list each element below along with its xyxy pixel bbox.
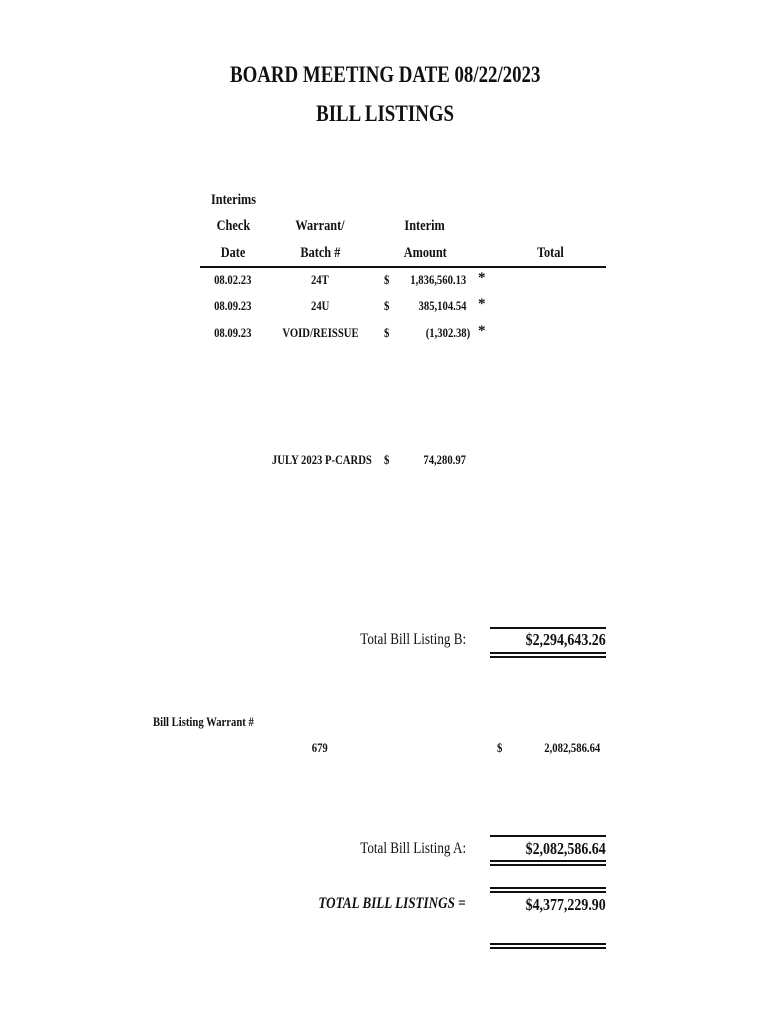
- bill-listing-warrant-label: Bill Listing Warrant #: [153, 714, 254, 729]
- row-asterisk: *: [478, 270, 486, 286]
- header-amount-line1: Interim: [404, 218, 446, 234]
- total-b-double-rule-1: [490, 652, 606, 654]
- warrant-currency: $: [497, 740, 503, 755]
- total-a-double-rule-2: [490, 864, 606, 866]
- row-date: 08.09.23: [214, 298, 252, 313]
- header-warrant-line2: Batch #: [300, 245, 340, 261]
- header-check-date-line1: Interims: [210, 192, 256, 208]
- total-b-double-rule-2: [490, 656, 606, 658]
- grand-total-label: TOTAL BILL LISTINGS =: [318, 895, 466, 912]
- row-date: 08.02.23: [214, 272, 252, 287]
- row-currency: $: [384, 272, 390, 287]
- grand-total-top-rule-1: [490, 887, 606, 889]
- row-date: 08.09.23: [214, 325, 252, 340]
- grand-total-value: $4,377,229.90: [525, 895, 606, 914]
- pcards-label: JULY 2023 P-CARDS: [271, 452, 372, 467]
- header-check-date-line2: Check: [216, 218, 250, 234]
- row-batch: VOID/REISSUE: [281, 325, 359, 340]
- row-amount: (1,302.38): [425, 325, 470, 340]
- row-currency: $: [384, 298, 390, 313]
- grand-total-top-rule-2: [490, 891, 606, 893]
- row-asterisk: *: [478, 296, 486, 312]
- total-a-value: $2,082,586.64: [525, 839, 606, 858]
- pcards-currency: $: [384, 452, 390, 467]
- total-a-label: Total Bill Listing A:: [360, 840, 466, 857]
- page-subtitle: BILL LISTINGS: [316, 101, 454, 126]
- total-a-double-rule-1: [490, 860, 606, 862]
- warrant-number: 679: [312, 740, 328, 755]
- grand-total-double-rule-2: [490, 947, 606, 949]
- row-currency: $: [384, 325, 390, 340]
- pcards-amount: 74,280.97: [423, 452, 466, 467]
- row-batch: 24T: [311, 272, 329, 287]
- total-a-top-rule: [490, 835, 606, 837]
- page-title: BOARD MEETING DATE 08/22/2023: [229, 62, 541, 87]
- grand-total-double-rule-1: [490, 943, 606, 945]
- total-b-value: $2,294,643.26: [525, 630, 606, 649]
- header-amount-line2: Amount: [403, 245, 447, 261]
- total-b-label: Total Bill Listing B:: [360, 631, 466, 648]
- row-amount: 385,104.54: [418, 298, 466, 313]
- header-underline: [200, 266, 606, 268]
- header-total: Total: [536, 245, 564, 261]
- header-warrant-line1: Warrant/: [295, 218, 345, 234]
- total-b-top-rule: [490, 627, 606, 629]
- row-amount: 1,836,560.13: [410, 272, 466, 287]
- warrant-amount: 2,082,586.64: [544, 740, 600, 755]
- row-batch: 24U: [310, 298, 330, 313]
- row-asterisk: *: [478, 323, 486, 339]
- header-check-date-line3: Date: [220, 245, 246, 261]
